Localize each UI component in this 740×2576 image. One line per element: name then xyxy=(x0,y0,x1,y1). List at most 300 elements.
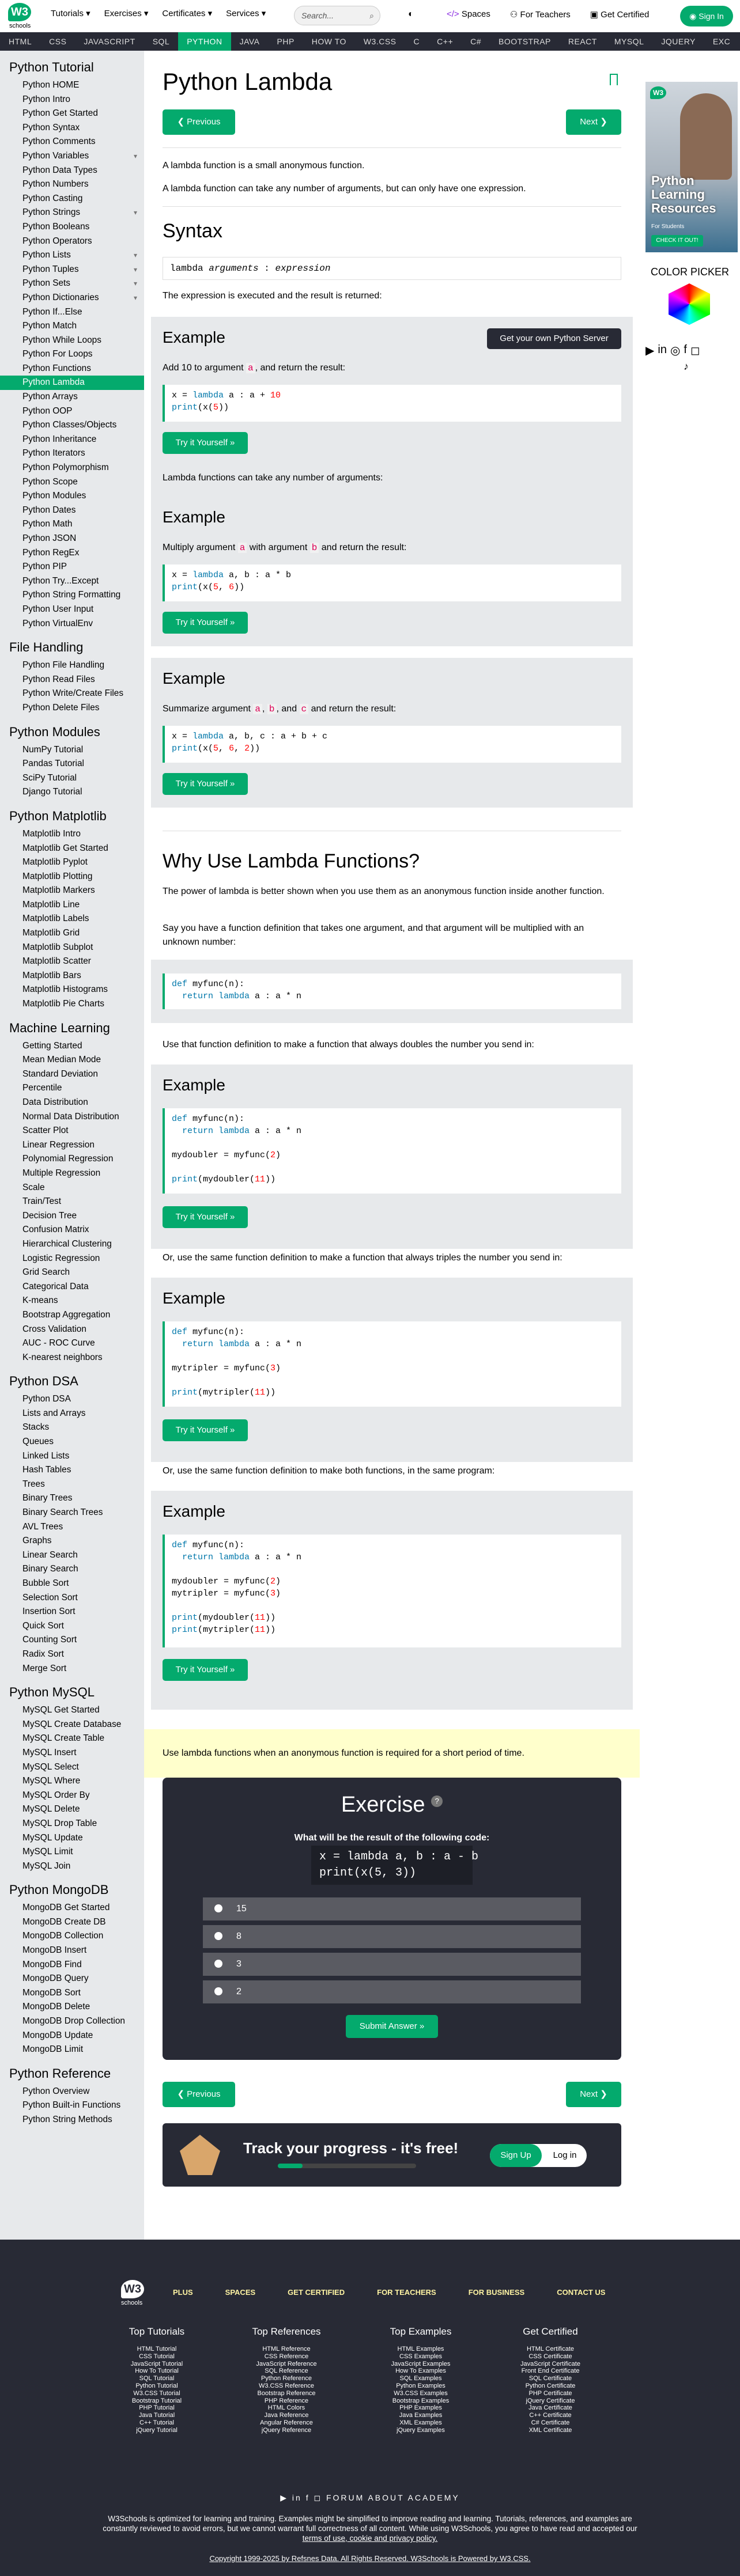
sidebar-item[interactable]: Python User Input xyxy=(22,604,94,614)
bookmark-icon[interactable] xyxy=(610,74,618,85)
color-picker-heading: COLOR PICKER xyxy=(650,266,730,278)
footer-column-link[interactable]: Python Certificate xyxy=(525,2382,576,2389)
sidebar-item[interactable]: Matplotlib Pie Charts xyxy=(22,999,104,1009)
nav-c[interactable]: C xyxy=(413,37,420,46)
sidebar-item[interactable]: MySQL Create Database xyxy=(22,1719,122,1729)
right-column xyxy=(640,51,740,2240)
top-bar xyxy=(0,0,740,32)
nav-sql[interactable]: SQL xyxy=(152,37,170,46)
sidebar-item[interactable]: Logistic Regression xyxy=(22,1253,100,1263)
sidebar-item[interactable]: Hash Tables xyxy=(22,1465,71,1475)
sidebar-item[interactable]: Python Lists ▾ xyxy=(0,248,144,263)
sidebar-item[interactable]: Mean Median Mode xyxy=(22,1055,101,1065)
nav-jquery[interactable]: JQUERY xyxy=(661,37,696,46)
sidebar-item[interactable]: Hierarchical Clustering xyxy=(22,1238,112,1249)
sidebar-item[interactable]: Linear Regression xyxy=(22,1139,95,1150)
sidebar-item[interactable]: SciPy Tutorial xyxy=(22,772,77,783)
exercise-box xyxy=(163,1778,621,2060)
footer-column-link[interactable]: HTML Examples xyxy=(397,2346,444,2353)
footer-column-link[interactable]: HTML Certificate xyxy=(526,2346,575,2353)
sidebar-item[interactable]: Binary Search Trees xyxy=(22,1507,103,1518)
sidebar-item[interactable]: MySQL Insert xyxy=(22,1747,77,1757)
footer-column: Top References HTML Reference CSS Reference JavaScript Reference SQL Reference Python Reference W3.CSS Reference Bootstrap Reference PHP Reference HTML Colors Java Reference Angular Reference jQuery Reference xyxy=(229,2326,344,2434)
sidebar-section-title: Python MongoDB xyxy=(9,1882,109,1897)
sidebar-item[interactable]: Matplotlib Line xyxy=(22,899,80,910)
sidebar-item[interactable]: Trees xyxy=(22,1479,45,1489)
sidebar-item[interactable]: Multiple Regression xyxy=(22,1168,101,1178)
sidebar-item[interactable]: Python Strings ▾ xyxy=(0,206,144,220)
footer-column-link[interactable]: JavaScript Examples xyxy=(391,2360,451,2367)
footer-column-link[interactable]: PHP Reference xyxy=(264,2397,309,2404)
footer-column-link[interactable]: JavaScript Certificate xyxy=(520,2360,580,2367)
footer-link[interactable]: GET CERTIFIED xyxy=(288,2288,345,2297)
sidebar-item[interactable]: Python File Handling xyxy=(22,660,105,670)
try-it-yourself-button[interactable]: Try it Yourself » xyxy=(163,773,248,795)
footer-logo[interactable]: W3 schools xyxy=(121,2280,148,2306)
nav-css[interactable]: CSS xyxy=(49,37,67,46)
sidebar-item[interactable]: MySQL Select xyxy=(22,1761,79,1772)
code-example-2: x = lambda a, b : a * b print(x(5, 6)) xyxy=(163,565,621,601)
sidebar-item[interactable]: Binary Trees xyxy=(22,1493,73,1503)
nav-python[interactable]: PYTHON xyxy=(178,32,231,51)
search-input[interactable]: Search... ⌕ xyxy=(294,6,380,25)
spaces-link[interactable]: </> Spaces xyxy=(447,9,490,19)
w3schools-logo[interactable]: W3 schools xyxy=(8,3,35,29)
sidebar-item[interactable]: Python Match xyxy=(22,321,77,331)
sidebar-item[interactable]: Insertion Sort xyxy=(22,1607,75,1617)
sidebar-section-title: Python Reference xyxy=(9,2066,111,2081)
sidebar-item[interactable]: MySQL Drop Table xyxy=(22,1818,97,1828)
code-example-4: def myfunc(n): return lambda a : a * n mydoubler = myfunc(2) print(mydoubler(11)) xyxy=(163,1108,621,1194)
sidebar-item[interactable]: Python Intro xyxy=(22,94,70,104)
footer-column-link[interactable]: C# Certificate xyxy=(531,2419,570,2426)
sidebar-item[interactable]: Python Comments xyxy=(22,137,96,147)
footer-link[interactable]: SPACES xyxy=(225,2288,256,2297)
nav-java[interactable]: JAVA xyxy=(239,37,260,46)
footer-link[interactable]: PLUS xyxy=(173,2288,193,2297)
exercise-question: What will be the result of the following code: xyxy=(294,1833,490,1843)
tiktok-icon[interactable]: ♪ xyxy=(684,361,689,372)
sidebar-item[interactable]: Percentile xyxy=(22,1083,62,1093)
teacher-icon: ⚇ xyxy=(509,10,518,20)
sidebar-item[interactable]: MongoDB Delete xyxy=(22,2002,90,2012)
sidebar-item[interactable]: Python For Loops xyxy=(22,349,93,359)
help-icon[interactable]: ? xyxy=(431,1795,443,1807)
footer-column-link[interactable]: W3.CSS Reference xyxy=(259,2382,314,2389)
sidebar-item[interactable]: MongoDB Collection xyxy=(22,1931,104,1941)
chevron-down-icon[interactable]: ▾ xyxy=(133,265,137,274)
radio-icon xyxy=(214,1987,222,1995)
nav-w3-css[interactable]: W3.CSS xyxy=(363,37,397,46)
nav-bootstrap[interactable]: BOOTSTRAP xyxy=(499,37,551,46)
sidebar-item[interactable]: AUC - ROC Curve xyxy=(22,1338,95,1348)
sidebar-section-title: Python Tutorial xyxy=(9,60,94,74)
chevron-down-icon[interactable]: ▾ xyxy=(133,293,137,302)
dark-mode-icon[interactable]: ◐ xyxy=(408,9,414,19)
person-photo xyxy=(680,93,732,180)
sidebar-item[interactable]: Python Sets ▾ xyxy=(0,276,144,291)
sidebar-item[interactable]: Python Modules xyxy=(22,491,86,501)
teachers-link[interactable]: ⚇ For Teachers xyxy=(509,10,571,20)
submit-answer-button[interactable]: Submit Answer » xyxy=(346,2015,438,2038)
sidebar-item[interactable]: Pandas Tutorial xyxy=(22,759,84,769)
chevron-down-icon[interactable]: ▾ xyxy=(133,209,137,217)
example-3: Example Summarize argument a , b , and c and return the result: x = lambda a, b, c : a + b + c print(x(5, 6, 2)) Try it Yourself » xyxy=(151,658,633,808)
sidebar-item[interactable]: Python String Methods xyxy=(22,2115,112,2124)
sidebar-item[interactable]: Selection Sort xyxy=(22,1592,78,1603)
sidebar-item[interactable]: NumPy Tutorial xyxy=(22,744,84,755)
sidebar-item[interactable]: Python Inheritance xyxy=(22,434,97,444)
sidebar-item[interactable]: Binary Search xyxy=(22,1564,78,1574)
sidebar-item[interactable]: Python String Formatting xyxy=(22,590,121,600)
sidebar-item[interactable]: Data Distribution xyxy=(22,1097,88,1107)
nav-react[interactable]: REACT xyxy=(568,37,597,46)
nav-php[interactable]: PHP xyxy=(277,37,295,46)
code-example-3: x = lambda a, b, c : a + b + c print(x(5, 6, 2)) xyxy=(163,726,621,763)
footer-column-link[interactable]: CSS Certificate xyxy=(528,2353,572,2360)
code-example-6: def myfunc(n): return lambda a : a * n mydoubler = myfunc(2) mytripler = myfunc(3) print(mydoubler(11)) print(mytripler(11)) xyxy=(163,1535,621,1647)
footer-column-link[interactable]: SQL Certificate xyxy=(528,2375,572,2382)
footer-column-link[interactable]: Java Tutorial xyxy=(138,2412,175,2419)
code-example-5: def myfunc(n): return lambda a : a * n mytripler = myfunc(3) print(mytripler(11)) xyxy=(163,1321,621,1407)
footer-column-link[interactable]: JavaScript Reference xyxy=(256,2360,317,2367)
sidebar-item[interactable]: Python Booleans xyxy=(22,221,90,232)
sidebar-item[interactable]: Python Dates xyxy=(22,505,76,515)
sidebar-item[interactable]: MySQL Delete xyxy=(22,1804,80,1814)
example-6: Example def myfunc(n): return lambda a : a * n mydoubler = myfunc(2) mytripler = myfunc(3) print(mydoubler(11)) print(mytripler(11)) Try it Yourself » xyxy=(151,1491,633,1710)
sidebar-item[interactable]: Matplotlib Scatter xyxy=(22,956,91,967)
sidebar-item[interactable]: Python HOME xyxy=(22,80,80,90)
instagram-icon[interactable]: ◻ xyxy=(690,344,700,357)
sidebar-item[interactable]: Python Overview xyxy=(22,2086,90,2096)
sidebar-item[interactable]: Linear Search xyxy=(22,1550,78,1560)
sidebar-item[interactable]: Radix Sort xyxy=(22,1649,64,1659)
sidebar-item[interactable]: Python Arrays xyxy=(22,392,78,402)
main-content: Python Lambda ❮ Previous Next ❯ A lambda function is a small anonymous function. A lambda function can take any number of arguments, but can only have one expression. Syntax lambda arguments : expression The expression is executed and the result is returned: Example Get your own Python Server Add 10 to argument a , and return the result: x = lambda a : a + 10 print(x(5)) Try it Yourself » Lambda functions can take any number of arguments: Example Multiply argument a with argument b and return the result: x = lambda a, b : a * b print(x(5, 6)) Try it Yourself » Example Summarize argument a , b , and c and return the result: x = lambda a, b, c : a + b + c print(x(5, 6, 2)) Try it Yourself » Why Use Lambda Functions? The power of lambda is better shown when you use them as an anonymous function inside another function. Say you have a function definition that takes one argument, and that argument will be multiplied with an unknown number: def myfunc(n): return lambda a : a * n Use that function definition to make a function that always doubles the number you send in: Example def myfunc(n): return lambda a : a * n mydoubler = myfunc(2) print(mydoubler(11)) Try it Yourself » Or, use the same function definition to make a function that always triples the number you send in: Example def myfunc(n): return lambda a : a * n mytripler = myfunc(3) print(mytripler(11)) Try it Yourself » Or, use the same function definition to make both functions, in the same program: Example def myfunc(n): return lambda a : a * n mydoubler = myfunc(2) mytripler = myfunc(3) print(mydoubler(11)) print(mytripler(11)) Try it Yourself » Use lambda functions when an anonymous function is required for a short period of time. Exercise ? What will be the result of the following code: x = lambda a, b : a - b print(x(5, 3)) 15 8 3 2 Submit Answer » ❮ Previous Next ❯ Track your progress - it's free! Sign Up Log in xyxy=(144,51,640,2240)
syntax-text: The expression is executed and the result is returned: xyxy=(163,291,382,301)
top-right-links xyxy=(447,9,649,20)
footer-column-link[interactable]: W3.CSS Examples xyxy=(394,2389,448,2397)
sidebar-item[interactable]: MySQL Update xyxy=(22,1832,83,1843)
example-1: Example Get your own Python Server Add 10 to argument a , and return the result: x = lambda a : a + 10 print(x(5)) Try it Yourself » xyxy=(151,317,633,512)
sidebar-item[interactable]: Matplotlib Intro xyxy=(22,828,81,839)
footer-column-link[interactable]: HTML Colors xyxy=(267,2404,305,2412)
footer-column-link[interactable]: HTML Reference xyxy=(262,2346,311,2353)
sidebar-item[interactable]: Grid Search xyxy=(22,1267,70,1278)
sidebar-item[interactable]: Normal Data Distribution xyxy=(22,1111,119,1122)
sidebar-item[interactable]: Python Variables ▾ xyxy=(0,149,144,164)
nav-mysql[interactable]: MYSQL xyxy=(614,37,644,46)
footer-column-link[interactable]: jQuery Tutorial xyxy=(136,2426,178,2434)
nav-html[interactable]: HTML xyxy=(9,37,32,46)
answer-option[interactable]: 2 xyxy=(203,1980,581,2003)
sidebar-section-title: Python MySQL xyxy=(9,1685,95,1700)
try-it-yourself-button[interactable]: Try it Yourself » xyxy=(163,1659,248,1681)
footer-column-link[interactable]: Python Reference xyxy=(260,2375,312,2382)
sidebar-item[interactable]: Train/Test xyxy=(22,1196,61,1207)
code-example-1: x = lambda a : a + 10 print(x(5)) xyxy=(163,385,621,422)
sidebar-item[interactable]: MySQL Join xyxy=(22,1861,71,1871)
nav-c#[interactable]: C# xyxy=(470,37,482,46)
sidebar-item[interactable]: Standard Deviation xyxy=(22,1069,98,1079)
sidebar-item[interactable]: Bootstrap Aggregation xyxy=(22,1309,111,1320)
sidebar-item[interactable]: Python Polymorphism xyxy=(22,463,109,473)
footer-column-link[interactable]: Front End Certificate xyxy=(521,2367,580,2375)
sidebar-item[interactable]: Python Numbers xyxy=(22,179,89,190)
linkedin-icon[interactable]: in xyxy=(658,343,667,356)
footer-social: ▶ in f ◻ FORUM ABOUT ACADEMY xyxy=(280,2493,460,2502)
sidebar-item[interactable]: Python Casting xyxy=(22,193,83,203)
footer-column: Get Certified HTML Certificate CSS Certificate JavaScript Certificate Front End Certificate SQL Certificate Python Certificate PHP Certificate jQuery Certificate Java Certificate C++ Certificate C# Certificate XML Certificate xyxy=(493,2326,608,2434)
sidebar-item[interactable]: Stacks xyxy=(22,1422,50,1433)
sidebar-item[interactable]: Quick Sort xyxy=(22,1620,64,1631)
previous-button-bottom[interactable]: ❮ Previous xyxy=(163,2082,235,2107)
advertisement[interactable]: W3 Python Learning Resources For Students CHECK IT OUT! xyxy=(645,82,738,252)
sidebar-item[interactable]: MongoDB Limit xyxy=(22,2044,84,2055)
function-definition: def myfunc(n): return lambda a : a * n xyxy=(151,960,633,1023)
footer-column-link[interactable]: Java Reference xyxy=(264,2412,309,2419)
sidebar-item[interactable]: Python Functions xyxy=(22,363,91,373)
language-nav-bar xyxy=(0,32,740,51)
footer-column-link[interactable]: SQL Examples xyxy=(399,2375,442,2382)
previous-button[interactable]: ❮ Previous xyxy=(163,109,235,135)
sidebar-item[interactable]: MySQL Get Started xyxy=(22,1705,100,1715)
footer-column-link[interactable]: SQL Reference xyxy=(265,2367,308,2375)
get-certified-link[interactable]: ▣ Get Certified xyxy=(590,10,650,20)
sidebar-item[interactable]: Python Syntax xyxy=(22,122,80,132)
sidebar-item[interactable]: Lists and Arrays xyxy=(22,1408,86,1418)
footer-column-link[interactable]: Bootstrap Reference xyxy=(257,2389,316,2397)
footer-column-link[interactable]: HTML Tutorial xyxy=(137,2346,177,2353)
sidebar-item[interactable]: Categorical Data xyxy=(22,1281,89,1291)
nav-javascript[interactable]: JAVASCRIPT xyxy=(84,37,135,46)
sidebar xyxy=(0,51,144,2240)
footer-column-link[interactable]: C++ Tutorial xyxy=(139,2419,174,2426)
footer-column-link[interactable]: Angular Reference xyxy=(260,2419,313,2426)
radio-icon xyxy=(214,1904,222,1912)
footer-column-link[interactable]: Java Examples xyxy=(399,2412,443,2419)
sidebar-item[interactable]: MySQL Where xyxy=(22,1776,81,1786)
sidebar-section-title: Machine Learning xyxy=(9,1020,110,1035)
nav-exc[interactable]: EXC xyxy=(712,37,731,46)
radio-icon xyxy=(214,1932,222,1940)
sidebar-item[interactable]: Python DSA xyxy=(22,1394,71,1404)
sidebar-item[interactable]: Decision Tree xyxy=(22,1210,77,1221)
search-icon[interactable]: ⌕ xyxy=(369,11,374,20)
footer-column-link[interactable]: Java Certificate xyxy=(528,2404,572,2412)
footer-column-link[interactable]: jQuery Reference xyxy=(261,2426,312,2434)
sidebar-item[interactable]: MongoDB Get Started xyxy=(22,1903,110,1913)
footer-column-link[interactable]: PHP Certificate xyxy=(528,2389,572,2397)
footer-column-link[interactable]: XML Examples xyxy=(399,2419,442,2426)
example-5: Example def myfunc(n): return lambda a : a * n mytripler = myfunc(3) print(mytripler(11)) Try it Yourself » xyxy=(151,1278,633,1462)
sidebar-item[interactable]: Python If...Else xyxy=(22,306,82,317)
get-server-button[interactable]: Get your own Python Server xyxy=(487,328,621,349)
sidebar-item[interactable]: Python OOP xyxy=(22,406,73,416)
sidebar-item[interactable]: Python Write/Create Files xyxy=(22,688,124,699)
footer-column-link[interactable]: C++ Certificate xyxy=(529,2412,572,2419)
sidebar-item[interactable]: Matplotlib Bars xyxy=(22,970,81,980)
exercise-code: x = lambda a, b : a - b print(x(5, 3)) xyxy=(311,1846,473,1885)
sidebar-item[interactable]: Python JSON xyxy=(22,533,77,543)
footer-column-link[interactable]: XML Certificate xyxy=(528,2426,572,2434)
sidebar-item[interactable]: Python PIP xyxy=(22,562,67,572)
chevron-down-icon[interactable]: ▾ xyxy=(133,279,137,288)
chevron-down-icon[interactable]: ▾ xyxy=(133,251,137,260)
certificates-menu[interactable]: Certificates ▾ xyxy=(162,9,213,18)
sidebar-item[interactable]: Confusion Matrix xyxy=(22,1225,89,1235)
sidebar-item[interactable]: Getting Started xyxy=(22,1040,82,1051)
sidebar-item[interactable]: K-nearest neighbors xyxy=(22,1352,103,1362)
footer-column: Top Examples HTML Examples CSS Examples JavaScript Examples How To Examples SQL Examples Python Examples W3.CSS Examples Bootstrap Examples PHP Examples Java Examples XML Examples jQuery Examples xyxy=(363,2326,478,2434)
certificate-icon: ▣ xyxy=(590,10,598,20)
sidebar-item[interactable]: Matplotlib Pyplot xyxy=(22,857,88,867)
sidebar-item[interactable]: MySQL Create Table xyxy=(22,1733,105,1744)
sidebar-item[interactable]: MongoDB Create DB xyxy=(22,1916,106,1927)
page-title: Python Lambda xyxy=(163,68,333,95)
why-heading: Why Use Lambda Functions? xyxy=(163,850,420,872)
sidebar-section-title: Python Matplotlib xyxy=(9,808,107,823)
footer-column-link[interactable]: PHP Tutorial xyxy=(139,2404,175,2412)
sidebar-item[interactable]: Scale xyxy=(22,1182,45,1192)
sidebar-item[interactable]: MongoDB Find xyxy=(22,1959,82,1969)
sidebar-item[interactable]: Python Classes/Objects xyxy=(22,420,117,430)
sidebar-item[interactable]: Python Scope xyxy=(22,476,78,487)
rocket-icon xyxy=(180,2135,220,2175)
sidebar-item[interactable]: Graphs xyxy=(22,1536,52,1546)
sidebar-item[interactable]: Python Operators xyxy=(22,236,92,246)
footer-column-link[interactable]: jQuery Certificate xyxy=(526,2397,575,2404)
sidebar-item[interactable]: Merge Sort xyxy=(22,1663,67,1673)
sidebar-item[interactable]: Python Iterators xyxy=(22,448,85,459)
sidebar-item[interactable]: Python Read Files xyxy=(22,674,95,684)
footer-column-link[interactable]: SQL Tutorial xyxy=(139,2375,175,2382)
sidebar-item[interactable]: Python Lambda xyxy=(0,376,144,390)
sidebar-item[interactable]: Scatter Plot xyxy=(22,1126,69,1136)
sidebar-item[interactable]: AVL Trees xyxy=(22,1521,63,1532)
exercises-menu[interactable]: Exercises ▾ xyxy=(104,9,149,18)
sidebar-item[interactable]: Matplotlib Get Started xyxy=(22,843,108,853)
sidebar-item[interactable]: MongoDB Insert xyxy=(22,1945,87,1956)
footer-link[interactable]: FOR BUSINESS xyxy=(468,2288,525,2297)
sidebar-item[interactable]: Python Math xyxy=(22,519,73,529)
ad-check-it-out-button[interactable]: CHECK IT OUT! xyxy=(651,235,703,247)
next-button[interactable]: Next ❯ xyxy=(566,109,621,135)
try-it-yourself-button[interactable]: Try it Yourself » xyxy=(163,1206,248,1228)
sidebar-item[interactable]: MongoDB Update xyxy=(22,2030,93,2040)
answer-option[interactable]: 3 xyxy=(203,1953,581,1976)
chevron-down-icon[interactable]: ▾ xyxy=(133,151,137,160)
facebook-icon[interactable]: f xyxy=(684,343,687,356)
youtube-icon[interactable]: ▶ xyxy=(645,344,655,357)
nav-c++[interactable]: C++ xyxy=(437,37,454,46)
sidebar-item[interactable]: Django Tutorial xyxy=(22,787,82,797)
footer: W3 schools PLUS SPACES GET CERTIFIED FOR TEACHERS FOR BUSINESS CONTACT US Top Tutorials HTML Tutorial CSS Tutorial JavaScript Tutorial How To Tutorial SQL Tutorial Python Tutorial W3.CSS Tutorial Bootstrap Tutorial PHP Tutorial Java Tutorial C++ Tutorial jQuery Tutorial Top References HTML Reference CSS Reference JavaScript Reference SQL Reference Python Reference W3.CSS Reference Bootstrap Reference PHP Reference HTML Colors Java Reference Angular Reference jQuery Reference Top Examples HTML Examples CSS Examples JavaScript Examples How To Examples SQL Examples Python Examples W3.CSS Examples Bootstrap Examples PHP Examples Java Examples XML Examples jQuery Examples Get Certified HTML Certificate CSS Certificate JavaScript Certificate Front End Certificate SQL Certificate Python Certificate PHP Certificate jQuery Certificate Java Certificate C++ Certificate C# Certificate XML Certificate ▶ in f ◻ FORUM ABOUT ACADEMY W3Schools is optimized for learning and training. Examples might be simplified to improve reading and learning. Tutorials, references, and examples are constantly reviewed to avoid errors, but we cannot warrant full correctness of all content. While using W3Schools, you agree to have read and accepted our terms of use, cookie and privacy policy. Copyright 1999-2025 by Refsnes Data. All Rights Reserved. W3Schools is Powered by W3.CSS. xyxy=(0,2240,740,2576)
sign-in-button[interactable]: ◉ Sign In xyxy=(680,6,733,26)
services-menu[interactable]: Services ▾ xyxy=(226,9,266,18)
footer-column-link[interactable]: W3.CSS Tutorial xyxy=(133,2389,180,2397)
sidebar-item[interactable]: Matplotlib Subplot xyxy=(22,942,93,952)
footer-column: Top Tutorials HTML Tutorial CSS Tutorial JavaScript Tutorial How To Tutorial SQL Tutorial Python Tutorial W3.CSS Tutorial Bootstrap Tutorial PHP Tutorial Java Tutorial C++ Tutorial jQuery Tutorial xyxy=(99,2326,214,2434)
footer-link[interactable]: CONTACT US xyxy=(557,2288,606,2297)
tutorials-menu[interactable]: Tutorials ▾ xyxy=(51,9,90,18)
sidebar-item[interactable]: Counting Sort xyxy=(22,1635,77,1645)
nav-how-to[interactable]: HOW TO xyxy=(311,37,346,46)
footer-column-link[interactable]: How To Tutorial xyxy=(135,2367,179,2375)
footer-column-link[interactable]: Bootstrap Tutorial xyxy=(131,2397,182,2404)
sidebar-item[interactable]: Cross Validation xyxy=(22,1324,86,1334)
color-picker-icon[interactable] xyxy=(669,283,710,325)
social-icons xyxy=(645,343,700,358)
footer-column-link[interactable]: CSS Reference xyxy=(264,2353,309,2360)
sidebar-item[interactable]: Python Data Types xyxy=(22,165,97,175)
sidebar-item[interactable]: Python Tuples ▾ xyxy=(0,263,144,277)
footer-column-link[interactable]: Python Tutorial xyxy=(135,2382,178,2389)
log-in-button[interactable]: Log in xyxy=(553,2150,577,2160)
footer-column-link[interactable]: Python Examples xyxy=(396,2382,445,2389)
sidebar-item[interactable]: MongoDB Query xyxy=(22,1973,89,1984)
try-it-yourself-button[interactable]: Try it Yourself » xyxy=(163,612,248,634)
track-progress-banner: Track your progress - it's free! Sign Up Log in xyxy=(163,2123,621,2187)
intro-text-2: A lambda function can take any number of arguments, but can only have one expression. xyxy=(163,184,526,194)
sidebar-item[interactable]: Python Get Started xyxy=(22,108,98,119)
answer-option[interactable]: 8 xyxy=(203,1925,581,1948)
sidebar-item[interactable]: Python Dictionaries ▾ xyxy=(0,291,144,305)
note-box: Use lambda functions when an anonymous function is required for a short period of time. xyxy=(144,1729,640,1778)
example-2: Example Multiply argument a with argument b and return the result: x = lambda a, b : a * b print(x(5, 6)) Try it Yourself » xyxy=(151,497,633,646)
footer-column-link[interactable]: PHP Examples xyxy=(399,2404,442,2412)
footer-column-link[interactable]: How To Examples xyxy=(395,2367,446,2375)
sidebar-item[interactable]: Python RegEx xyxy=(22,547,80,558)
footer-column-link[interactable]: JavaScript Tutorial xyxy=(130,2360,183,2367)
sidebar-item[interactable]: Bubble Sort xyxy=(22,1578,69,1588)
sidebar-section-title: Python DSA xyxy=(9,1374,78,1389)
sidebar-item[interactable]: MongoDB Drop Collection xyxy=(22,2016,125,2026)
sidebar-item[interactable]: Polynomial Regression xyxy=(22,1154,114,1164)
sidebar-item[interactable]: Queues xyxy=(22,1437,54,1447)
sidebar-item[interactable]: Matplotlib Histograms xyxy=(22,984,108,995)
footer-column-link[interactable]: CSS Tutorial xyxy=(139,2353,175,2360)
sidebar-item[interactable]: Python Try...Except xyxy=(22,575,99,586)
try-it-yourself-button[interactable]: Try it Yourself » xyxy=(163,1419,248,1441)
sidebar-item[interactable]: Matplotlib Plotting xyxy=(22,871,93,881)
exercise-title: Exercise xyxy=(341,1793,425,1817)
sidebar-item[interactable]: Python Delete Files xyxy=(22,702,100,713)
sidebar-section-title: File Handling xyxy=(9,640,84,655)
sidebar-item[interactable]: K-means xyxy=(22,1295,58,1306)
footer-column-link[interactable]: Bootstrap Examples xyxy=(392,2397,450,2404)
sidebar-item[interactable]: MongoDB Sort xyxy=(22,1987,81,1998)
sidebar-item[interactable]: Python VirtualEnv xyxy=(22,618,93,628)
footer-column-link[interactable]: jQuery Examples xyxy=(397,2426,445,2434)
footer-link[interactable]: FOR TEACHERS xyxy=(377,2288,436,2297)
answer-option[interactable]: 15 xyxy=(203,1897,581,1920)
try-it-yourself-button[interactable]: Try it Yourself » xyxy=(163,432,248,454)
sidebar-item[interactable]: Matplotlib Grid xyxy=(22,928,80,938)
footer-column-link[interactable]: CSS Examples xyxy=(399,2353,442,2360)
sidebar-item[interactable]: MySQL Order By xyxy=(22,1790,90,1800)
sign-up-button[interactable]: Sign Up xyxy=(490,2144,542,2167)
user-icon: ◉ xyxy=(689,12,697,21)
sidebar-item[interactable]: Python Built-in Functions xyxy=(22,2100,121,2111)
sidebar-item[interactable]: MySQL Limit xyxy=(22,1847,73,1857)
discord-icon[interactable]: ◎ xyxy=(670,344,681,357)
sidebar-item[interactable]: Linked Lists xyxy=(22,1450,70,1461)
sidebar-item[interactable]: Matplotlib Markers xyxy=(22,885,95,896)
sidebar-item[interactable]: Python While Loops xyxy=(22,335,101,345)
next-button-bottom[interactable]: Next ❯ xyxy=(566,2082,621,2107)
sidebar-item[interactable]: Matplotlib Labels xyxy=(22,914,89,924)
